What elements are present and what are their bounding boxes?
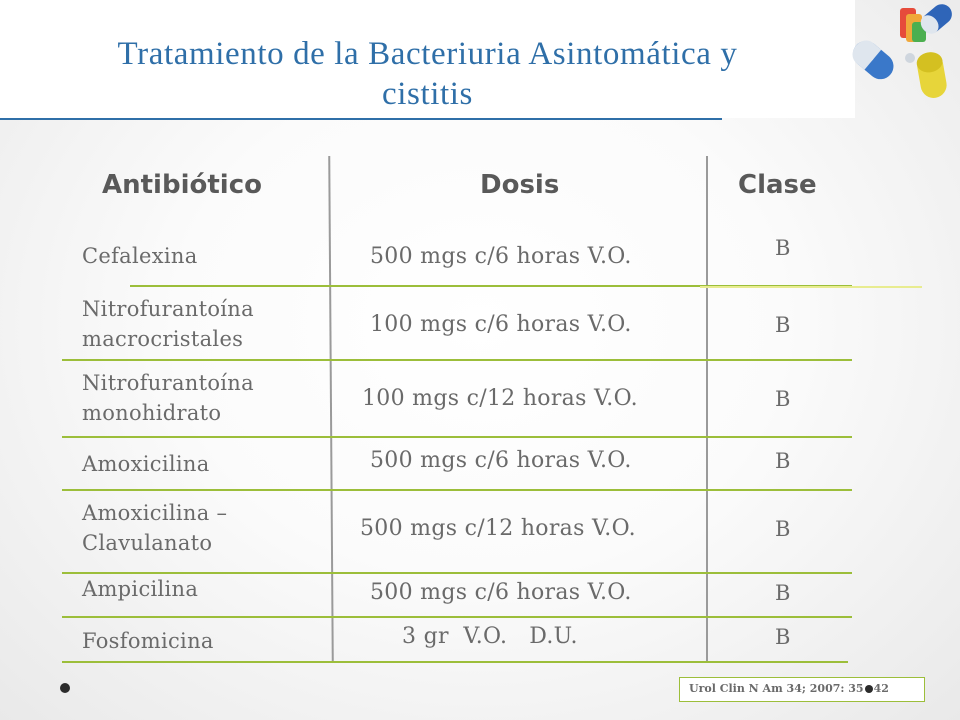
antibiotic-name-line: macrocristales: [82, 327, 244, 351]
pills-icon: [840, 0, 960, 110]
antibiotic-name-line: Nitrofurantoína: [82, 371, 254, 395]
antibiotic-name: Ampicilina: [82, 577, 199, 601]
antibiotic-name: Amoxicilina: [82, 452, 210, 476]
class-value: B: [775, 313, 791, 337]
antibiotic-name-line: monohidrato: [82, 401, 222, 425]
antibiotic-name: [82, 368, 254, 428]
dose-value: 3 gr V.O. D.U.: [402, 624, 578, 649]
row-divider: [62, 661, 848, 663]
antibiotic-name-line: Clavulanato: [82, 531, 213, 555]
title-line-2: cistitis: [382, 76, 473, 112]
class-value: B: [775, 581, 791, 605]
class-value: B: [775, 236, 791, 260]
header-antibiotic: Antibiótico: [102, 170, 262, 200]
reference-citation: [679, 677, 925, 702]
antibiotic-name: [82, 294, 254, 354]
class-value: B: [775, 387, 791, 411]
bullet-dot: [60, 683, 70, 693]
dose-value: 500 mgs c/6 horas V.O.: [370, 244, 632, 269]
antibiotic-name: Fosfomicina: [82, 629, 214, 653]
dose-value: 100 mgs c/6 horas V.O.: [370, 312, 632, 337]
column-divider-1: [328, 156, 333, 662]
title-underline: [0, 118, 722, 120]
row-divider: [62, 616, 852, 618]
antibiotic-name: Cefalexina: [82, 244, 198, 268]
antibiotic-name-line: Amoxicilina –: [82, 501, 228, 525]
dose-value: 100 mgs c/12 horas V.O.: [362, 386, 638, 411]
row-divider: [62, 436, 852, 438]
row-divider: [62, 489, 852, 491]
class-value: B: [775, 449, 791, 473]
class-value: B: [775, 517, 791, 541]
citation-page: 42: [873, 682, 889, 695]
citation-separator-dot: [865, 685, 873, 693]
class-value: B: [775, 625, 791, 649]
column-divider-2: [706, 156, 708, 662]
antibiotic-name-line: Nitrofurantoína: [82, 297, 254, 321]
row-divider: [62, 359, 852, 361]
dose-value: 500 mgs c/6 horas V.O.: [370, 448, 632, 473]
row-divider: [700, 286, 922, 288]
header-class: Clase: [738, 170, 817, 200]
dose-value: 500 mgs c/6 horas V.O.: [370, 580, 632, 605]
dose-value: 500 mgs c/12 horas V.O.: [360, 516, 636, 541]
title-line-1: Tratamiento de la Bacteriuria Asintomática y: [117, 36, 738, 72]
header-dose: Dosis: [480, 170, 560, 200]
antibiotic-name: [82, 498, 227, 558]
citation-text: Urol Clin N Am 34; 2007: 35: [689, 682, 864, 695]
slide-title: [0, 34, 855, 114]
